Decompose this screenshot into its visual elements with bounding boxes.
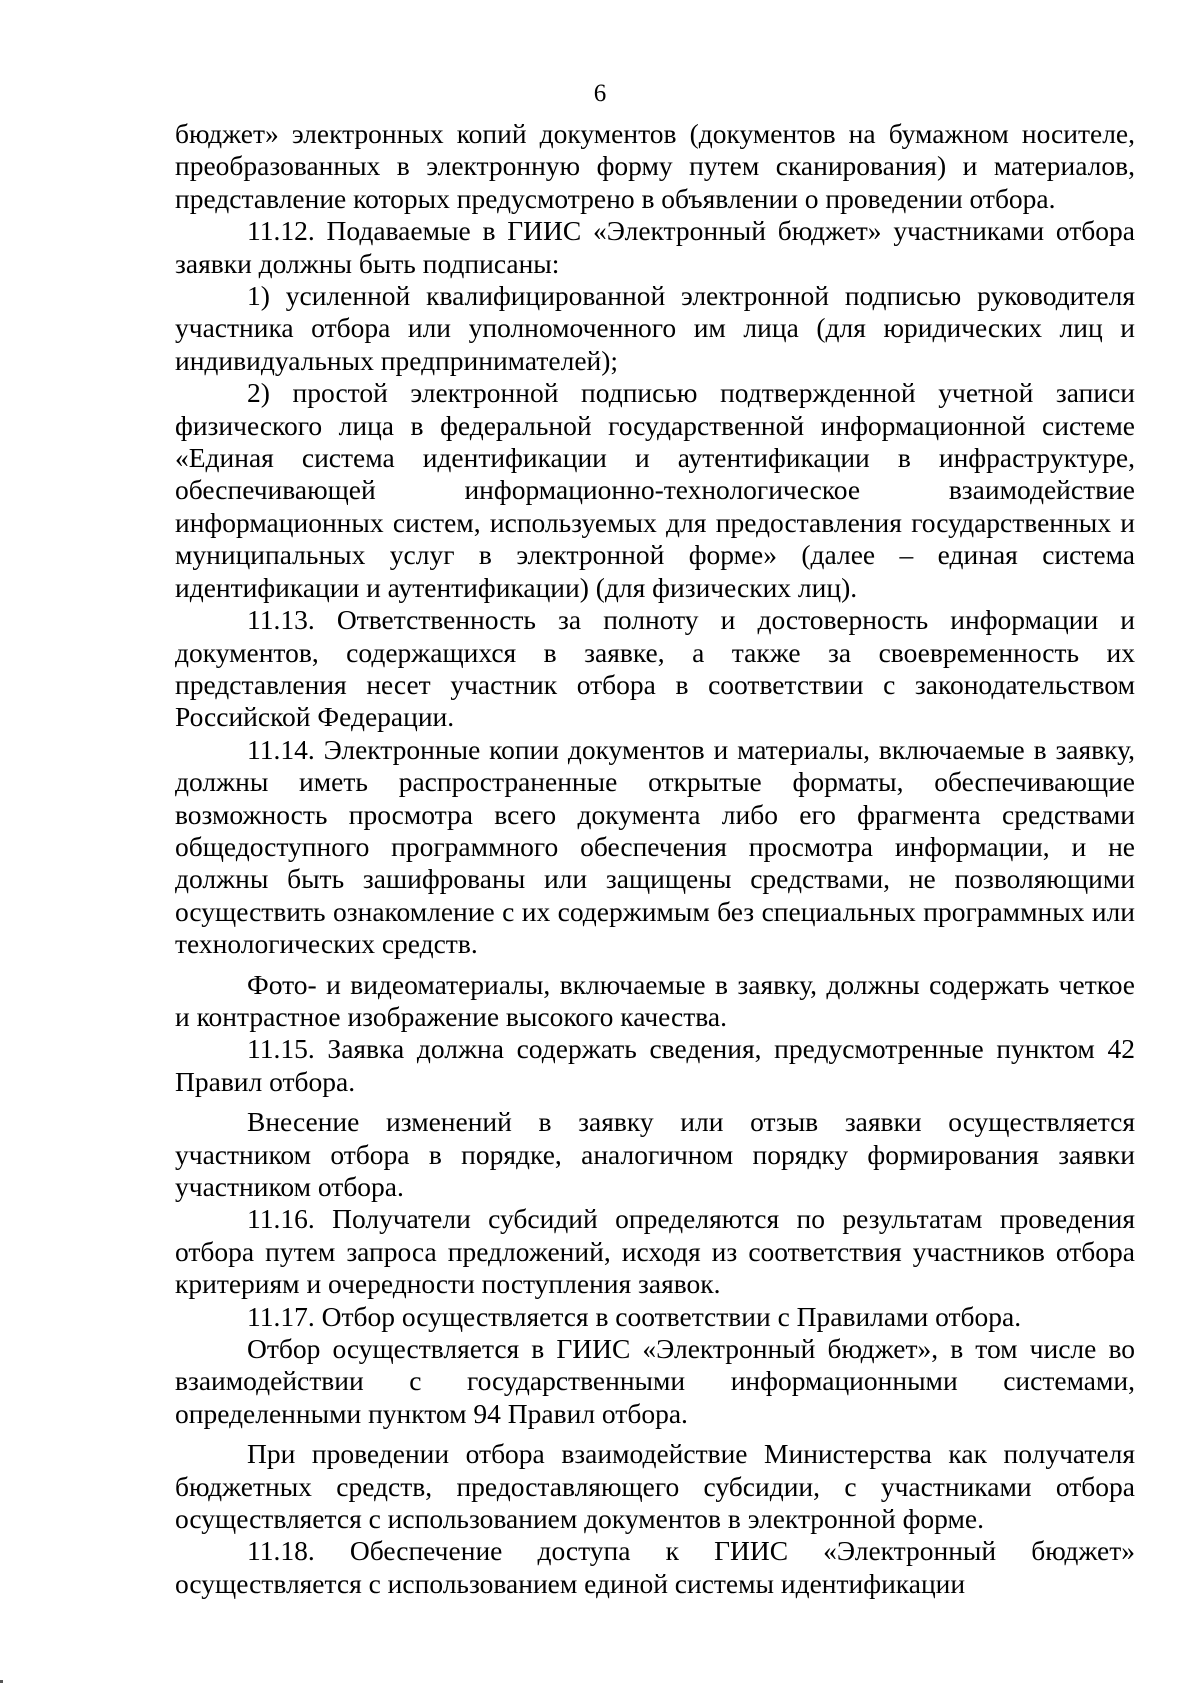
document-body [175,118,1135,1600]
paragraph-11-12: 11.12. Подаваемые в ГИИС «Электронный бюджет» участниками отбора заявки должны быть подписаны: [175,215,1135,279]
scan-edge-mark [0,1680,3,1683]
paragraph-11-12-item-1: 1) усиленной квалифицированной электронной подписью руководителя участника отбора или уполномоченного им лица (для юридических лиц и индивидуальных предпринимателей); [175,280,1135,376]
paragraph-11-18: 11.18. Обеспечение доступа к ГИИС «Электронный бюджет» осуществляется с использованием единой системы идентификации [175,1535,1135,1599]
paragraph-11-15: 11.15. Заявка должна содержать сведения, предусмотренные пунктом 42 Правил отбора. [175,1033,1135,1097]
paragraph-11-17: 11.17. Отбор осуществляется в соответствии с Правилами отбора. [247,1300,1022,1332]
paragraph-11-13: 11.13. Ответственность за полноту и достоверность информации и документов, содержащихся в заявке, а также за своевременность их представления несет участник отбора в соответствии с законодательством Российской Федерации. [175,604,1135,733]
paragraph-11-12-item-2: 2) простой электронной подписью подтвержденной учетной записи физического лица в федеральной государственной информационной системе «Единая система идентификации и аутентификации в инфраструктуре, обеспечивающей информационно-технологическое взаимодействие информационных систем, используемых для предоставления государственных и муниципальных услуг в электронной форме» (далее – единая система идентификации и аутентификации) (для физических лиц). [175,377,1135,603]
paragraph-11-16: 11.16. Получатели субсидий определяются по результатам проведения отбора путем запроса предложений, исходя из соответствия участников отбора критериям и очередности поступления заявок. [175,1203,1135,1300]
paragraph-changes: Внесение изменений в заявку или отзыв заявки осуществляется участником отбора в порядке, аналогичном порядку формирования заявки участником отбора. [175,1106,1135,1202]
page-number: 6 [593,80,607,107]
paragraph-interaction: При проведении отбора взаимодействие Министерства как получателя бюджетных средств, предоставляющего субсидии, с участниками отбора осуществляется с использованием документов в электронной форме. [175,1438,1135,1535]
paragraph-photo-video: Фото- и видеоматериалы, включаемые в заявку, должны содержать четкое и контрастное изображение высокого качества. [175,968,1135,1032]
paragraph-11-14: 11.14. Электронные копии документов и материалы, включаемые в заявку, должны иметь распространенные открытые форматы, обеспечивающие возможность просмотра всего документа либо его фрагмента средствами общедоступного программного обеспечения просмотра информации, и не должны быть зашифрованы или защищены средствами, не позволяющими осуществить ознакомление с их содержимым без специальных программных или технологических средств. [175,733,1135,960]
paragraph-selection-giis: Отбор осуществляется в ГИИС «Электронный бюджет», в том числе во взаимодействии с государственными информационными системами, определенными пунктом 94 Правил отбора. [175,1333,1135,1429]
paragraph-continuation: бюджет» электронных копий документов (документов на бумажном носителе, преобразованных в электронную форму путем сканирования) и материалов, представление которых предусмотрено в объявлении о проведении отбора. [175,118,1135,214]
